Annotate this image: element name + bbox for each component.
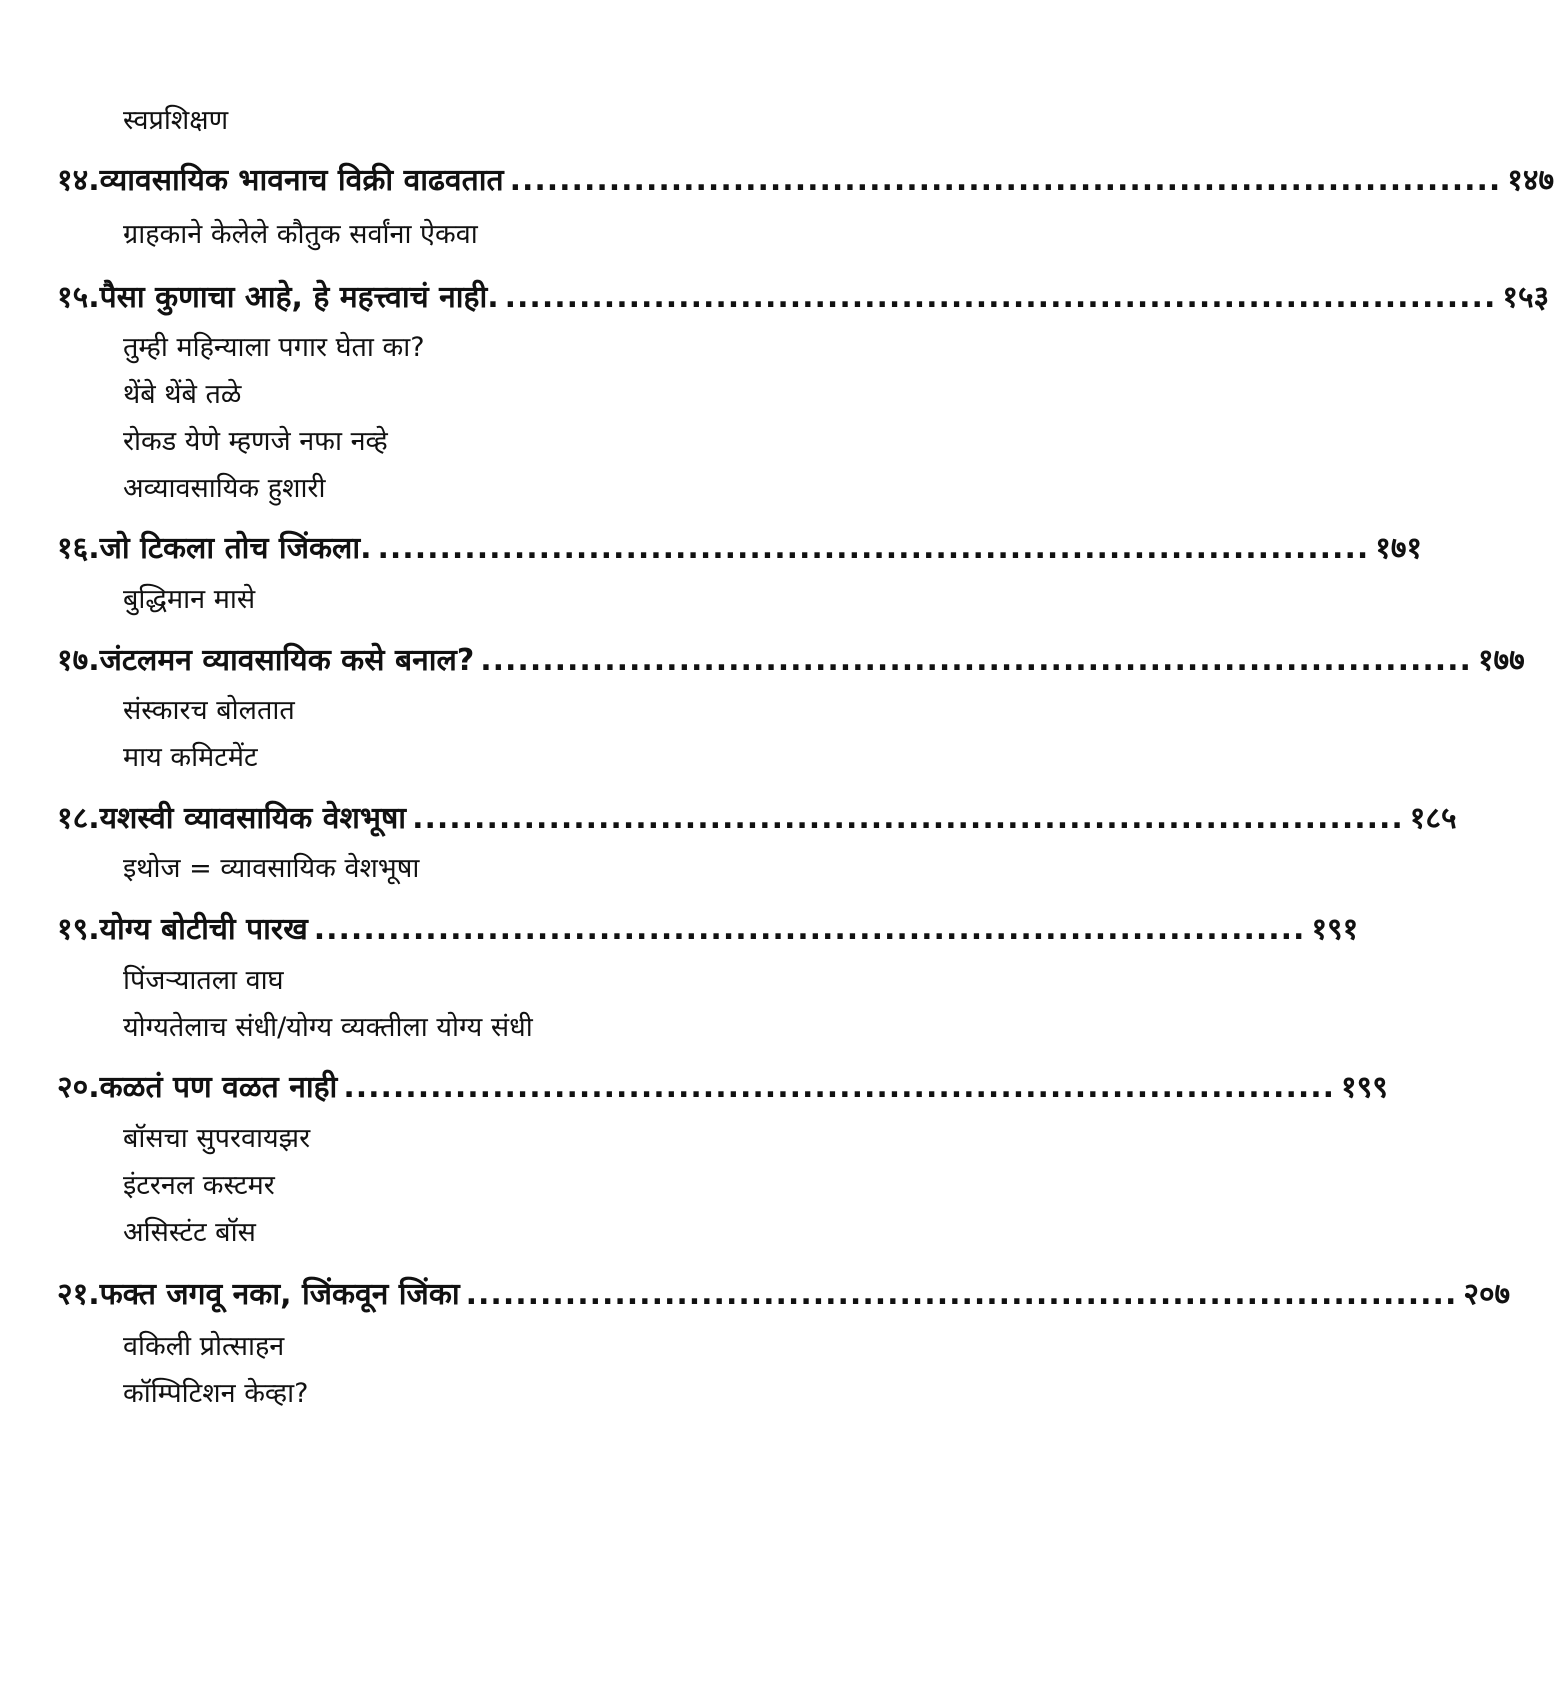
chapter-number: १५. (57, 280, 100, 315)
toc-subitem: माय कमिटमेंट (123, 742, 258, 773)
toc-subitem: इंटरनल कस्टमर (123, 1170, 275, 1201)
toc-subitem: तुम्ही महिन्याला पगार घेता का? (123, 332, 425, 363)
chapter-title: जो टिकला तोच जिंकला. (99, 531, 372, 566)
toc-subitem: पिंजऱ्यातला वाघ (123, 965, 284, 996)
toc-subitem: बुद्धिमान मासे (123, 584, 256, 615)
toc-subitem: स्वप्रशिक्षण (123, 105, 229, 136)
leader-dots: ................................................................................ (509, 163, 1502, 198)
toc-subitem: थेंबे थेंबे तळे (123, 379, 242, 410)
chapter-number: १६. (57, 531, 100, 566)
chapter-title: योग्य बोटीची पारख (99, 912, 308, 947)
chapter-page-number: १७१ (1375, 531, 1423, 566)
toc-chapter-row (57, 1272, 1511, 1314)
chapter-title: जंटलमन व्यावसायिक कसे बनाल? (99, 643, 475, 678)
toc-subitem: बॉसचा सुपरवायझर (123, 1123, 311, 1154)
chapter-number: २१. (57, 1277, 100, 1312)
chapter-page-number: १८५ (1409, 801, 1457, 836)
chapter-page-number: १९१ (1311, 912, 1359, 947)
chapter-title: कळतं पण वळत नाही (99, 1070, 338, 1105)
leader-dots: ................................................................................ (480, 643, 1472, 678)
toc-chapter-row (57, 275, 1550, 317)
leader-dots: ................................................................................ (313, 912, 1306, 947)
chapter-number: १७. (57, 643, 100, 678)
leader-dots: ................................................................................ (465, 1277, 1458, 1312)
toc-chapter-row (57, 638, 1525, 680)
toc-subitem: योग्यतेलाच संधी/योग्य व्यक्तीला योग्य संधी (123, 1012, 533, 1043)
toc-chapter-row (57, 158, 1554, 200)
chapter-number: २०. (57, 1070, 100, 1105)
leader-dots: ................................................................................ (412, 801, 1404, 836)
chapter-page-number: १४७ (1507, 163, 1554, 198)
toc-subitem: वकिली प्रोत्साहन (123, 1331, 285, 1362)
toc-subitem: कॉम्पिटिशन केव्हा? (123, 1378, 309, 1409)
toc-chapter-row (57, 796, 1457, 838)
chapter-title: फक्त जगवू नका, जिंकवून जिंका (99, 1277, 460, 1312)
chapter-number: १९. (57, 912, 100, 947)
chapter-page-number: १५३ (1502, 280, 1550, 315)
chapter-number: १४. (57, 163, 100, 198)
chapter-title: व्यावसायिक भावनाच विक्री वाढवतात (99, 163, 504, 198)
toc-chapter-row (57, 1065, 1388, 1107)
toc-subitem: अव्यावसायिक हुशारी (123, 473, 326, 504)
toc-chapter-row (57, 907, 1359, 949)
toc-subitem: संस्कारच बोलतात (123, 695, 295, 726)
toc-subitem: ग्राहकाने केलेले कौतुक सर्वांना ऐकवा (123, 219, 478, 250)
chapter-page-number: १७७ (1477, 643, 1525, 678)
chapter-page-number: २०७ (1463, 1277, 1511, 1312)
chapter-title: यशस्वी व्यावसायिक वेशभूषा (99, 801, 407, 836)
toc-subitem: इथोज = व्यावसायिक वेशभूषा (123, 853, 420, 884)
toc-subitem: रोकड येणे म्हणजे नफा नव्हे (123, 426, 388, 457)
chapter-page-number: १९९ (1341, 1070, 1388, 1105)
chapter-number: १८. (57, 801, 100, 836)
chapter-title: पैसा कुणाचा आहे, हे महत्त्वाचं नाही. (99, 280, 499, 315)
leader-dots: ................................................................................ (377, 531, 1370, 566)
leader-dots: ................................................................................ (343, 1070, 1336, 1105)
toc-chapter-row (57, 526, 1423, 568)
leader-dots: ................................................................................ (504, 280, 1497, 315)
toc-subitem: असिस्टंट बॉस (123, 1217, 256, 1248)
